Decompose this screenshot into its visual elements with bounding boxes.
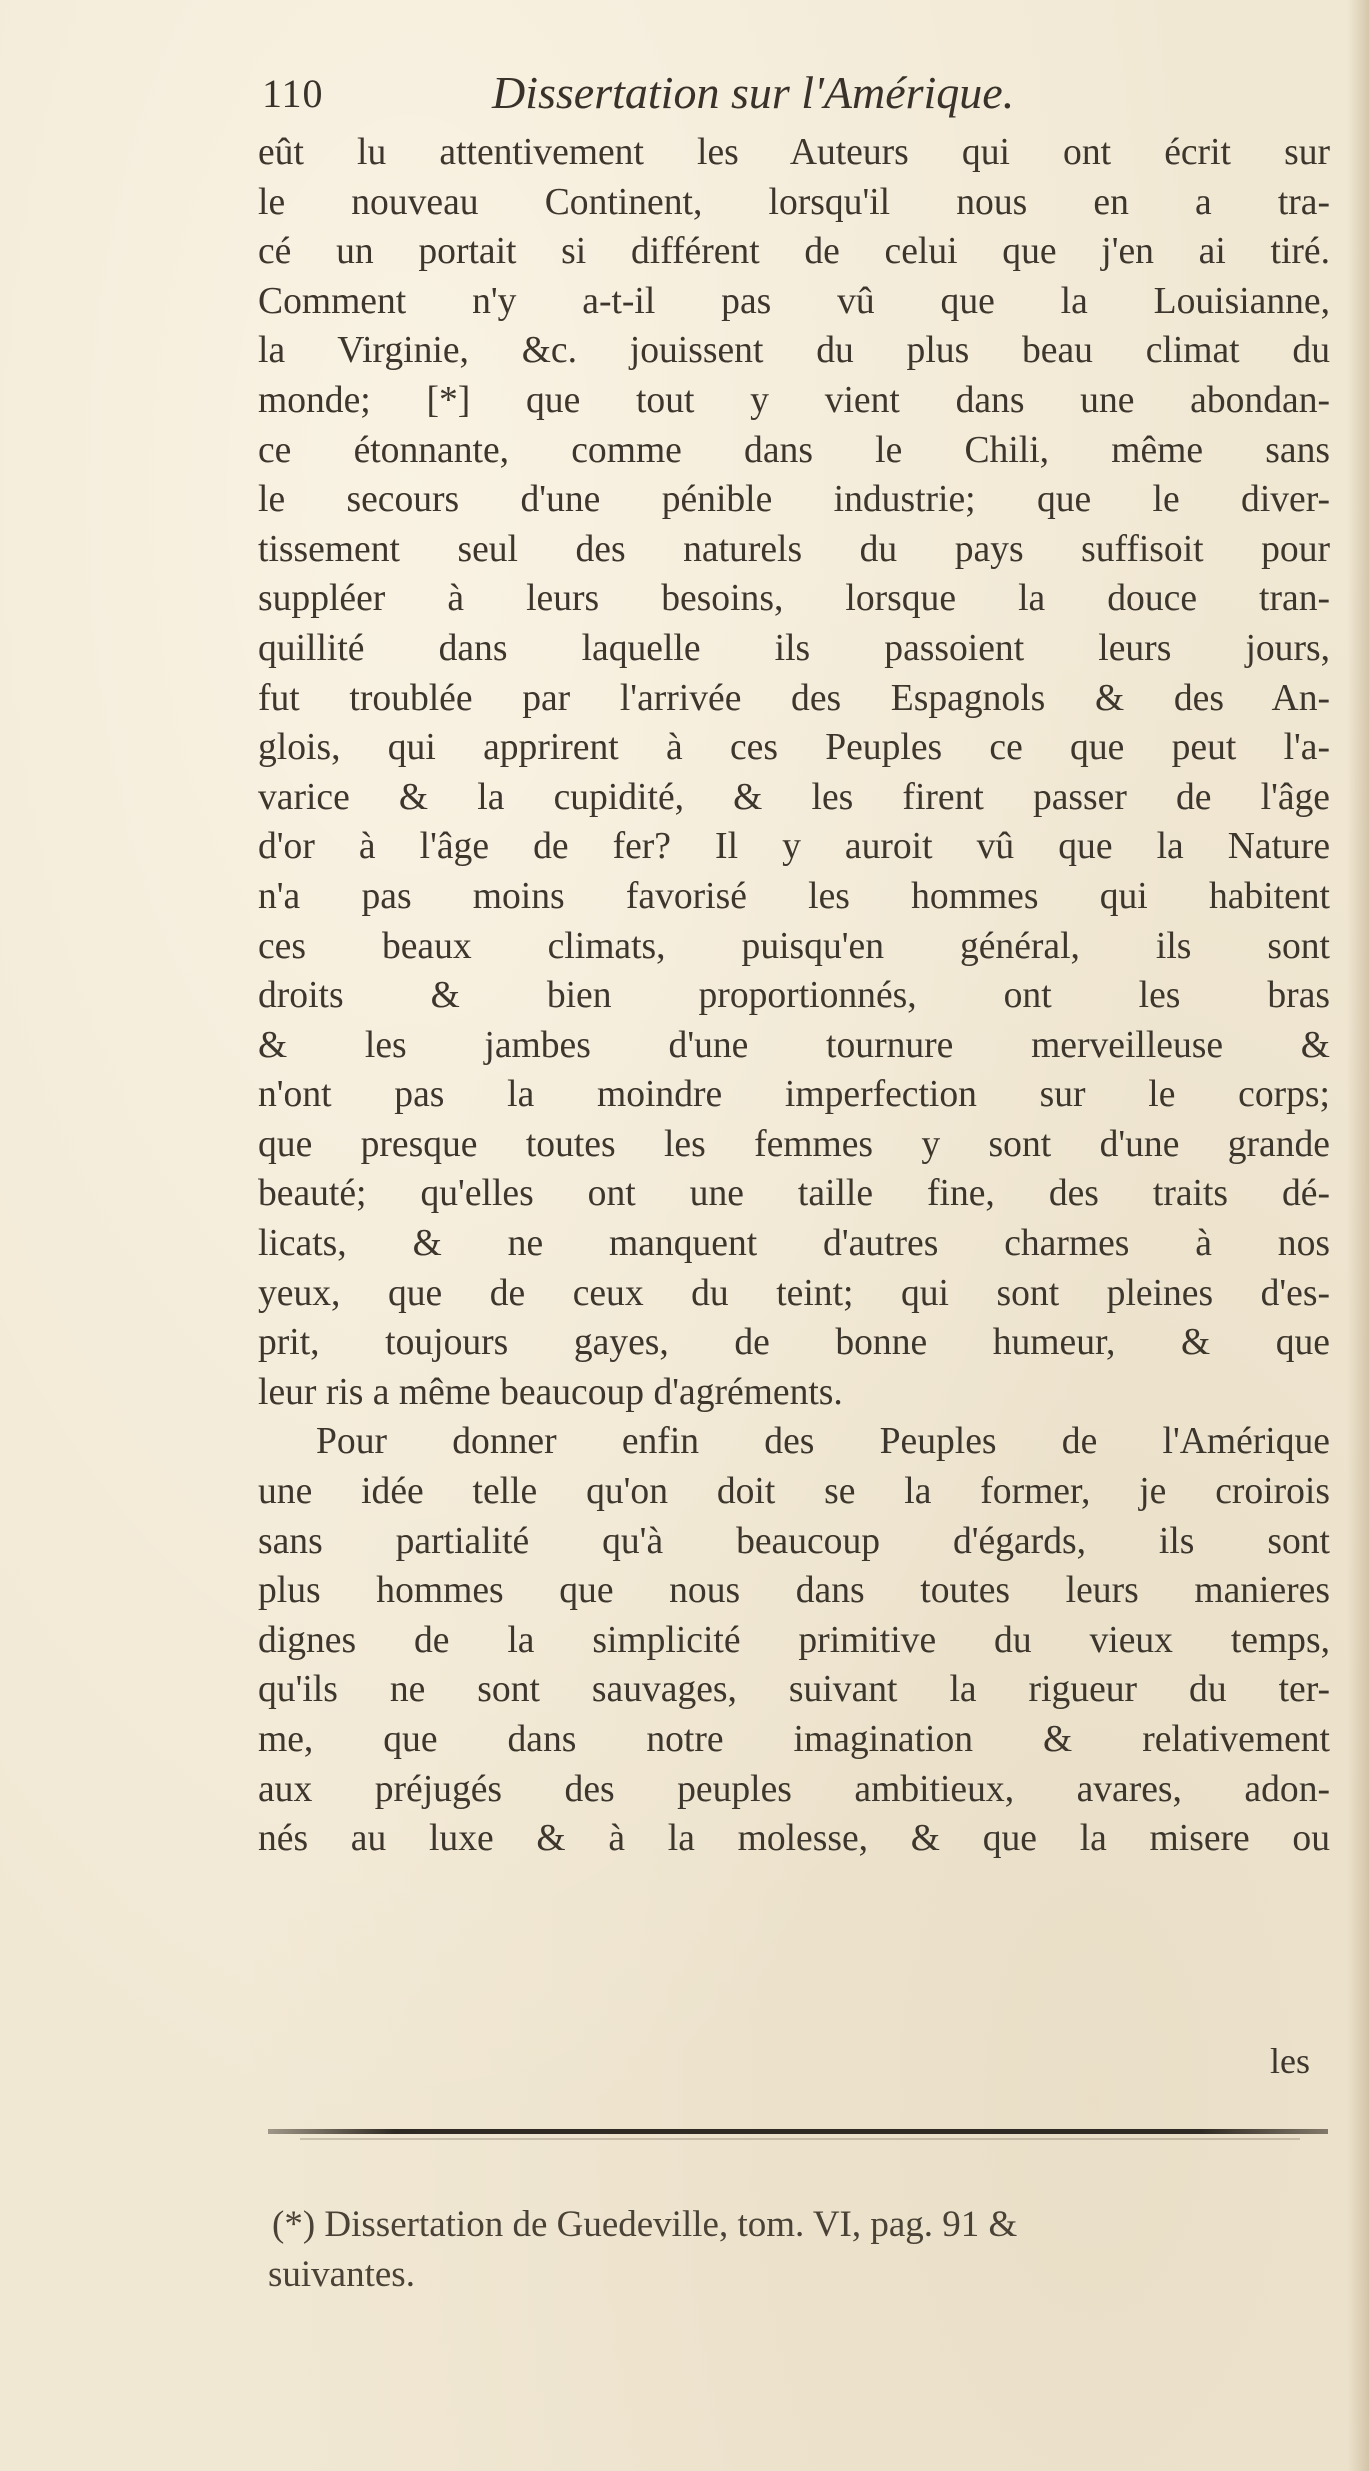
text-line: Pour donner enfin des Peuples de l'Amérique	[316, 1421, 1330, 1463]
text-line: la Virginie, &c. jouissent du plus beau climat du	[258, 330, 1330, 372]
text-line: & les jambes d'une tournure merveilleuse &	[258, 1024, 1330, 1066]
text-line: plus hommes que nous dans toutes leurs manieres	[258, 1570, 1330, 1612]
text-line: qu'ils ne sont sauvages, suivant la rigueur du ter-	[258, 1669, 1330, 1711]
text-line: tissement seul des naturels du pays suffisoit pour	[258, 528, 1330, 570]
footnote	[268, 2200, 1328, 2300]
text-line: que presque toutes les femmes y sont d'une grande	[258, 1123, 1330, 1165]
text-line: glois, qui apprirent à ces Peuples ce que peut l'a-	[258, 727, 1330, 769]
text-line: prit, toujours gayes, de bonne humeur, & que	[258, 1322, 1330, 1364]
text-line: aux préjugés des peuples ambitieux, avares, adon-	[258, 1768, 1330, 1810]
footnote-rule	[268, 2129, 1328, 2134]
running-title: Dissertation sur l'Amérique.	[492, 67, 1015, 118]
text-line: varice & la cupidité, & les firent passer de l'âge	[258, 776, 1330, 818]
text-line: ces beaux climats, puisqu'en général, ils sont	[258, 925, 1330, 967]
text-line: sans partialité qu'à beaucoup d'égards, ils sont	[258, 1520, 1330, 1562]
text-line: le secours d'une pénible industrie; que le diver-	[258, 479, 1330, 521]
text-line: dignes de la simplicité primitive du vieux temps,	[258, 1619, 1330, 1661]
text-line: cé un portait si différent de celui que j'en ai tiré.	[258, 231, 1330, 273]
text-line: leur ris a même beaucoup d'agréments.	[258, 1371, 843, 1413]
running-header	[262, 64, 1322, 130]
footnote-rule-shadow	[300, 2138, 1300, 2140]
text-line: beauté; qu'elles ont une taille fine, des traits dé-	[258, 1173, 1330, 1215]
text-line: d'or à l'âge de fer? Il y auroit vû que la Nature	[258, 826, 1330, 868]
text-line: yeux, que de ceux du teint; qui sont pleines d'es-	[258, 1272, 1330, 1314]
footnote-line: (*) Dissertation de Guedeville, tom. VI, pag. 91 &	[272, 2204, 1018, 2245]
text-line: monde; [*] que tout y vient dans une abondan-	[258, 379, 1330, 421]
text-line: nés au luxe & à la molesse, & que la misere ou	[258, 1818, 1330, 1860]
catchword: les	[1270, 2041, 1310, 2081]
text-line: une idée telle qu'on doit se la former, je croirois	[258, 1471, 1330, 1513]
text-line: ce étonnante, comme dans le Chili, même sans	[258, 429, 1330, 471]
page-edge-shadow	[1347, 0, 1369, 2471]
text-line: me, que dans notre imagination & relativement	[258, 1719, 1330, 1760]
main-text	[258, 128, 1330, 1864]
text-line: licats, & ne manquent d'autres charmes à nos	[258, 1223, 1330, 1265]
text-line: Comment n'y a-t-il pas vû que la Louisianne,	[258, 280, 1330, 322]
text-line: suppléer à leurs besoins, lorsque la douce tran-	[258, 578, 1330, 620]
text-line: quillité dans laquelle ils passoient leurs jours,	[258, 627, 1330, 669]
text-line: n'a pas moins favorisé les hommes qui habitent	[258, 875, 1330, 917]
text-line: le nouveau Continent, lorsqu'il nous en a tra-	[258, 181, 1330, 223]
footnote-line: suivantes.	[268, 2254, 415, 2295]
text-line: fut troublée par l'arrivée des Espagnols & des An-	[258, 677, 1330, 719]
page-number: 110	[262, 71, 324, 116]
text-line: droits & bien proportionnés, ont les bras	[258, 975, 1330, 1017]
text-line: n'ont pas la moindre imperfection sur le corps;	[258, 1074, 1330, 1116]
text-line: eût lu attentivement les Auteurs qui ont écrit sur	[258, 132, 1330, 173]
